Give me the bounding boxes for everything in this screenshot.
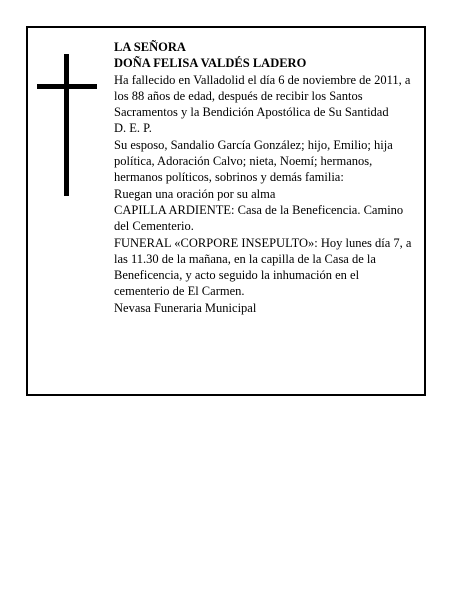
funeral-home: Nevasa Funeraria Municipal (114, 300, 257, 315)
dep-line: D. E. P. (114, 121, 152, 136)
cross-vertical-bar (64, 54, 69, 196)
obituary-text-block (114, 39, 414, 316)
family-members: Su esposo, Sandalio García González; hijo, Emilio; hija política, Adoración Calvo; nieta, Noemí; hermanos, hermanos políticos, sobrinos y demás familia: (114, 137, 393, 185)
death-statement: Ha fallecido en Valladolid el día 6 de noviembre de 2011, a los 88 años de edad, después de recibir los Santos Sacramentos y la Bendición Apostólica de Su Santidad (114, 72, 411, 120)
funeral-info: FUNERAL «CORPORE INSEPULTO»: Hoy lunes día 7, a las 11.30 de la mañana, en la capilla de la Casa de la Beneficencia, y acto seguido la inhumación en el cementerio de El Carmen. (114, 235, 412, 299)
prayer-request: Ruegan una oración por su alma (114, 186, 276, 201)
chapel-info: CAPILLA ARDIENTE: Casa de la Beneficencia. Camino del Cementerio. (114, 202, 404, 234)
cross-horizontal-bar (37, 84, 97, 89)
notice-title: LA SEÑORA (114, 40, 186, 54)
cross-icon (37, 54, 97, 196)
deceased-name: DOÑA FELISA VALDÉS LADERO (114, 56, 307, 71)
